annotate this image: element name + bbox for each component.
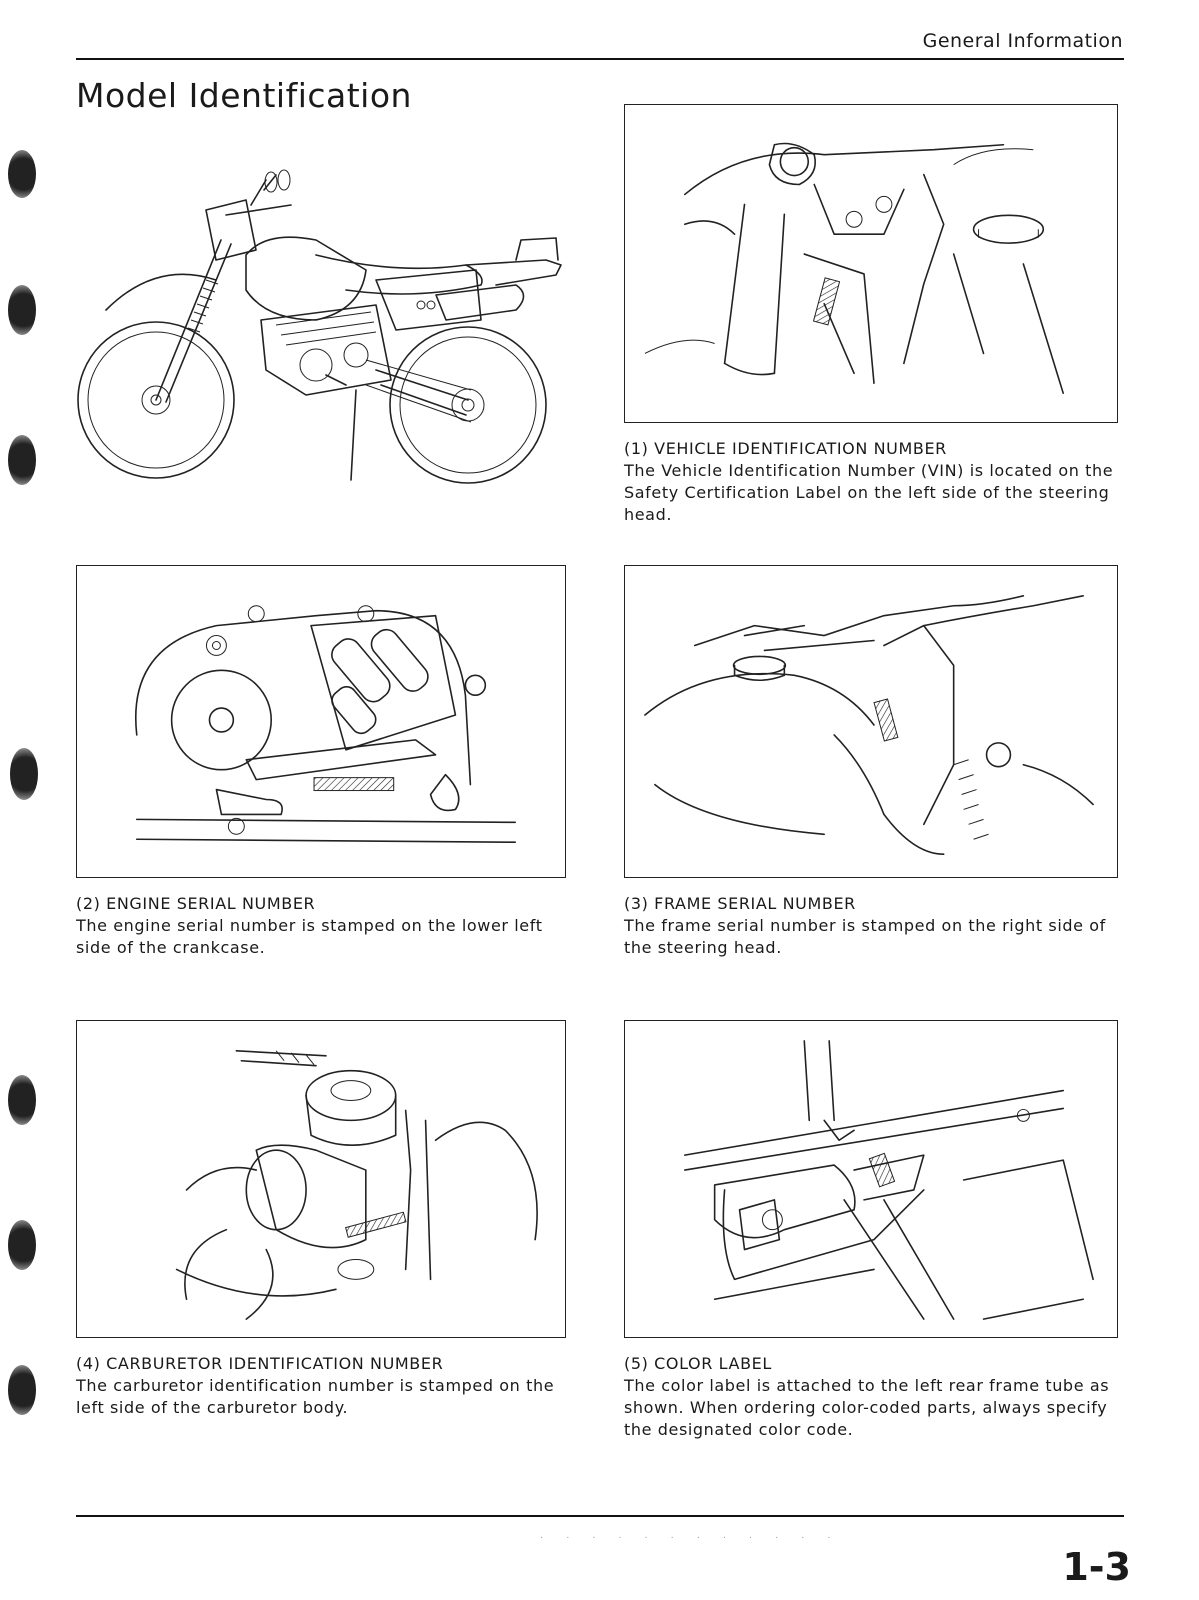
caption-text: The Vehicle Identification Number (VIN) is located on the Safety Certification Label on the left side of the steering head. xyxy=(624,461,1114,524)
caption-carburetor xyxy=(76,1353,566,1419)
scan-speckle: · · · · · · · · · · · · xyxy=(540,1532,841,1543)
binder-hole xyxy=(8,1365,36,1415)
figure-color-label xyxy=(624,1020,1118,1338)
caption-heading: (2) ENGINE SERIAL NUMBER xyxy=(76,894,316,913)
caption-frame-serial xyxy=(624,893,1124,959)
caption-heading: (3) FRAME SERIAL NUMBER xyxy=(624,894,856,913)
caption-text: The carburetor identification number is stamped on the left side of the carburetor body. xyxy=(76,1376,555,1417)
binder-hole xyxy=(10,748,38,800)
binder-hole xyxy=(8,1075,36,1125)
caption-text: The engine serial number is stamped on the lower left side of the crankcase. xyxy=(76,916,543,957)
figure-frame-serial xyxy=(624,565,1118,878)
caption-engine-serial xyxy=(76,893,566,959)
caption-heading: (4) CARBURETOR IDENTIFICATION NUMBER xyxy=(76,1354,444,1373)
caption-vin xyxy=(624,438,1124,526)
binder-hole xyxy=(8,150,36,198)
footer-rule xyxy=(76,1515,1124,1517)
figure-vin xyxy=(624,104,1118,423)
page-number: 1-3 xyxy=(1062,1545,1131,1589)
binder-hole xyxy=(8,1220,36,1270)
caption-heading: (5) COLOR LABEL xyxy=(624,1354,772,1373)
figure-engine-serial xyxy=(76,565,566,878)
binder-hole xyxy=(8,285,36,335)
section-title: General Information xyxy=(922,30,1123,52)
caption-text: The color label is attached to the left rear frame tube as shown. When ordering color-coded parts, always specify the designated color code. xyxy=(624,1376,1110,1439)
caption-heading: (1) VEHICLE IDENTIFICATION NUMBER xyxy=(624,439,947,458)
page-title: Model Identification xyxy=(76,76,412,115)
motorcycle-illustration xyxy=(76,160,566,490)
binder-hole xyxy=(8,435,36,485)
figure-carburetor xyxy=(76,1020,566,1338)
caption-text: The frame serial number is stamped on the right side of the steering head. xyxy=(624,916,1106,957)
header-rule xyxy=(76,58,1124,60)
caption-color-label xyxy=(624,1353,1124,1441)
